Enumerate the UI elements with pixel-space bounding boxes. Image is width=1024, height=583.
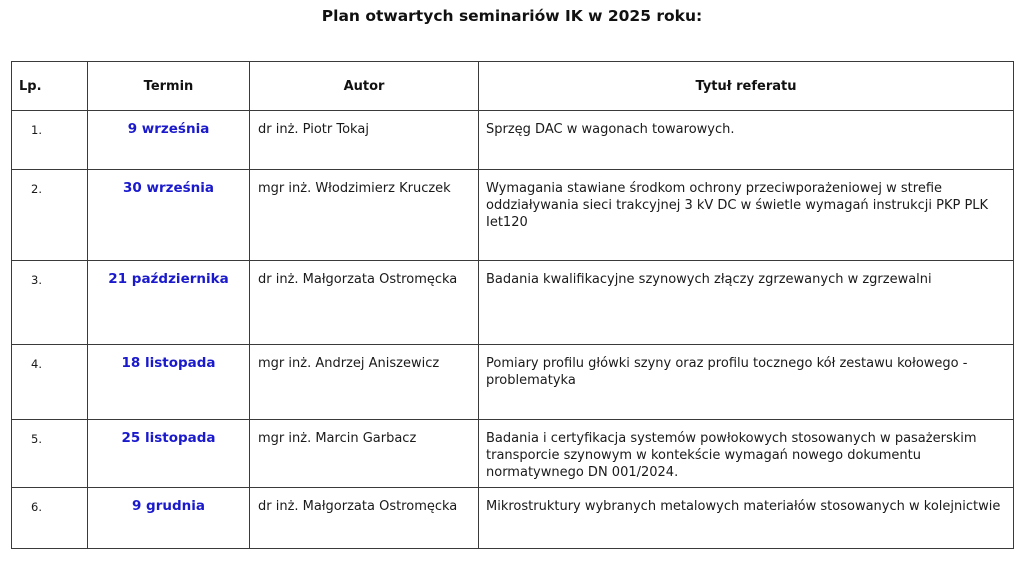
seminar-table	[11, 61, 1014, 549]
row-autor: mgr inż. Andrzej Aniszewicz	[250, 345, 479, 420]
table-row	[12, 345, 1014, 420]
row-termin: 30 września	[88, 170, 250, 261]
row-lp: 2.	[12, 170, 88, 261]
table-row	[12, 111, 1014, 170]
row-autor: dr inż. Piotr Tokaj	[250, 111, 479, 170]
row-lp: 1.	[12, 111, 88, 170]
table-row	[12, 261, 1014, 345]
header-tytul: Tytuł referatu	[479, 62, 1014, 111]
row-lp: 3.	[12, 261, 88, 345]
row-autor: dr inż. Małgorzata Ostromęcka	[250, 488, 479, 549]
row-lp: 5.	[12, 420, 88, 488]
row-autor: dr inż. Małgorzata Ostromęcka	[250, 261, 479, 345]
row-tytul: Badania i certyfikacja systemów powłokowych stosowanych w pasażerskim transporcie szynowym w kontekście wymagań nowego dokumentu normatywnego DN 001/2024.	[479, 420, 1014, 488]
row-termin: 9 grudnia	[88, 488, 250, 549]
row-autor: mgr inż. Marcin Garbacz	[250, 420, 479, 488]
header-lp: Lp.	[12, 62, 88, 111]
table-row	[12, 488, 1014, 549]
row-termin: 9 września	[88, 111, 250, 170]
row-tytul: Mikrostruktury wybranych metalowych materiałów stosowanych w kolejnictwie	[479, 488, 1014, 549]
row-tytul: Sprzęg DAC w wagonach towarowych.	[479, 111, 1014, 170]
table-header-row	[12, 62, 1014, 111]
row-tytul: Wymagania stawiane środkom ochrony przeciwporażeniowej w strefie oddziaływania sieci trakcyjnej 3 kV DC w świetle wymagań instrukcji PKP PLK Iet120	[479, 170, 1014, 261]
row-lp: 6.	[12, 488, 88, 549]
table-row	[12, 170, 1014, 261]
header-termin: Termin	[88, 62, 250, 111]
row-tytul: Badania kwalifikacyjne szynowych złączy zgrzewanych w zgrzewalni	[479, 261, 1014, 345]
header-autor: Autor	[250, 62, 479, 111]
row-termin: 21 października	[88, 261, 250, 345]
row-termin: 18 listopada	[88, 345, 250, 420]
row-lp: 4.	[12, 345, 88, 420]
row-termin: 25 listopada	[88, 420, 250, 488]
row-tytul: Pomiary profilu główki szyny oraz profilu tocznego kół zestawu kołowego - problematyka	[479, 345, 1014, 420]
row-autor: mgr inż. Włodzimierz Kruczek	[250, 170, 479, 261]
table-row	[12, 420, 1014, 488]
page-title: Plan otwartych seminariów IK w 2025 roku:	[321, 7, 703, 25]
